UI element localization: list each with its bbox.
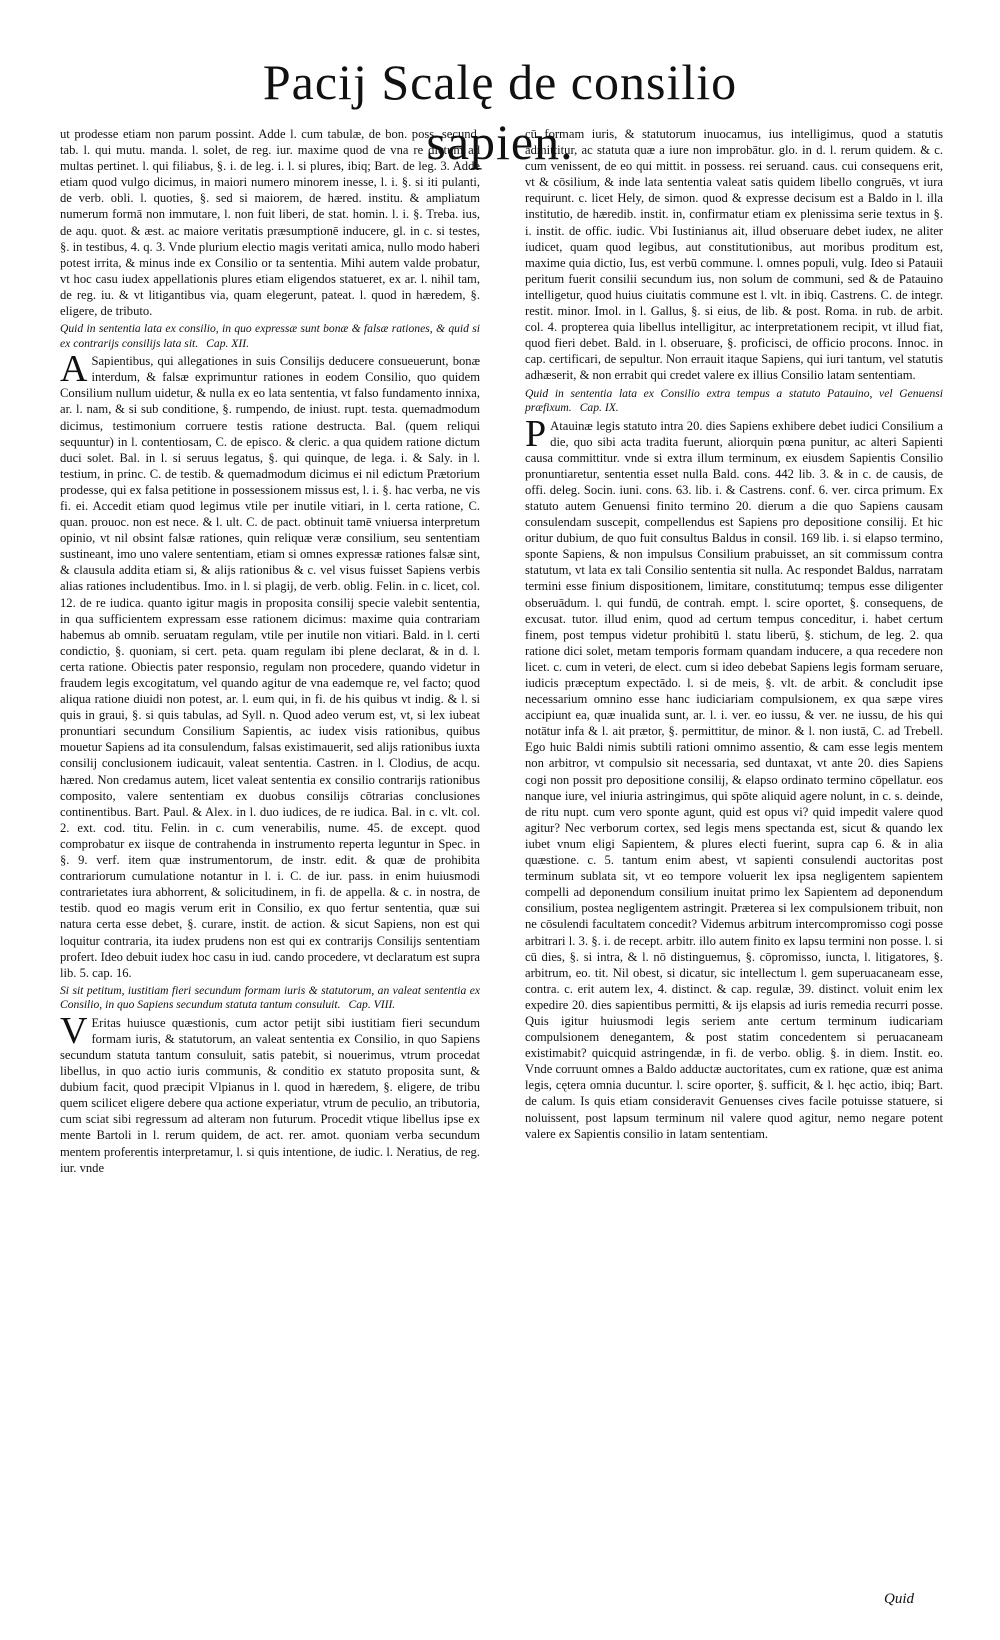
catchword: Quid	[884, 1591, 914, 1607]
drop-cap: V	[60, 1009, 88, 1052]
chapter-heading	[60, 322, 480, 351]
paragraph	[60, 348, 480, 981]
paragraph: cū formam iuris, & statutorum inuocamus, ius intelligimus, quod a statutis admittitur, ac statuta quæ a iure non improbātur. glo. in d. l. rerum quidem. & c. cum venissent, de eo qui mittit. in possess. rei seruand. caus. cui consequens erit, vt & cōsilium, & inde lata sententia valeat satis quidem libello congruēs, vt iura requirunt. c. licet Hely, de simon. quod & expresse decisum est a Baldo in l. illa institutio, de hæredib. instit. in, confirmatur etiam ex plenissima serie textus in §. i. instit. de offic. iudic. Vbi Iustinianus ait, illud obseruare debet iudex, ne aliter iudicet, quam quod legibus, aut constitutionibus, aut moribus proditum est, maxime quia dictio, Ius, est verbū commune. l. omnes populi, vulg. Ideo si Patauii peritum fuerit consilii secundum ius, non solum de communi, sed & de Patauino intelligetur, quod huius ciuitatis commune est l. vlt. in ibiq. Castrens. C. de integr. restit. minor. Imol. in l. Gallus, §. si eius, de lib. & post. Roma. in rub. de arbit. col. 4. propterea quia libellus intelligitur, ac interpretationem recipit, vt illud fiat, quod fieri debet. Bald. in l. obseruare, §. proficisci, de officio procons. Innoc. in cap. certificari, de sepultur. Non errauit itaque Sapiens, qui iuri tantum, vel statutis adhæserit, & non errabit qui credet valere ex illius Consilio latam sententiam.	[525, 127, 943, 383]
chapter-heading-text: Quid in sententia lata ex Consilio extra tempus a statuto Patauino, vel Genuensi præfixum.	[525, 386, 943, 414]
right-column	[525, 126, 943, 1142]
paragraph-text: Sapientibus, qui allegationes in suis Consilijs deducere consueuerunt, bonæ interdum, & falsæ exprimuntur rationes in eodem Consilio, quo quidem Consilium nullum uidetur, & nulla ex eo lata sententia, vt falso fundamento innixa, ar. l. nam, & si sub conditione, §. rumpendo, de iniust. rupt. testa. quemadmodum dicimus, testimonium corruere testis ratione destructa. Bal. (quem reliqui sequuntur) in l. contentiosam, C. de episco. & cleric. a qua quidem ratione dictum duci solet. Bal. in l. si seruus legatus, §. qui quinque, de lega. i. & Saly. in l. testium, in princ. C. de testib. & quemadmodum dicimus ei nil edictum Prætorium prodesse, qui ex falsa petitione in possessionem missus est, l. i. §. hac verba, ne vis fi. ei. Accedit etiam quod legimus vtile per inutile vitiari, in l. certa ratione, C. quan. prouoc. non est nece. & l. ult. C. de pact. obtinuit tamē vniuersa interpretum opinio, vt nil obsint falsæ rationes, quin reliquæ veræ consilium, seu sententiam sustineant, imo uno valere sententiam, etiam si omnes expressæ rationes falsæ sint, & clausula addita etiam si, & alijs rationibus & c. vel visus fuisset Sapiens verbis alias rationes includentibus. Imo. in l. si plagij, de verb. oblig. Felin. in c. licet, col. 12. de re iudica. quanto igitur magis in proposita consilij specie valebit sententia, in qua sufficientem expressam esse rationem dicimus: maxime quia contrariam habemus ab omnib. seruatam regulam, vtile per inutile non vitiari. Bald. in l. certi condictio, §. quoniam, si cert. peta. quam regulam ibi plene declarat, & in d. l. certa ratione. Obiectis pater responsio, regulam non procedere, quando videtur in fraudem legis excogitatum, vel quando agitur de vna eademque re, vel facto; quod aliqua ratione diuidi non potest, ar. l. eum qui, in fi. de his quibus vt indig. & l. si quis in graui, §. si quis tabulas, ad Syll. n. Quod adeo verum est, vt, si lex iubeat pronuntiari secundum Consilium Sapientis, ac iudex visis rationibus, quibus mouetur Sapiens ad ita consulendum, falsas existimauerit, sed alijs rationibus iuxta consilij conclusionem iudicauit, valeat sententia. Castren. in l. Clodius, de acqu. hæred. Non credamus autem, licet valeat sententia ex consilio contrarijs rationibus composito, valere sententiam ex duobus consilijs cōtrarias conclusiones continentibus. Bart. Paul. & Alex. in l. duo iudices, de re iudica. Bal. in c. vlt. col. 2. ext. cod. titu. Felin. in c. cum venerabilis, nume. 45. de except. quod comprobatur ex iisque de contrahenda in instrumento reperta leguntur in Spec. in §. 9. verf. item quæ instrumentorum, de instr. edit. & quæ de prohibita contrariorum cumulatione notantur in l. i. C. de iur. pass. in enim huiusmodi contrarietates iura abhorrent, & solicitudinem, in fi. de appella. & c. in nostra, de testib. quod eo magis verum erit in Consilio, ex quo fertur sententia, quæ sui natura certa esse debet, §. curare, instit. de action. & sicut Sapiens, non est qui loquitur contraria, ita iudex prudens non est qui ex contrarijs Consilijs sententiam profert. Ideo debuit iudex hoc casu in iud. cando procedere, vt declaratum est supra lib. 5. cap. 16.	[60, 354, 480, 980]
chapter-heading	[60, 984, 480, 1013]
paragraph-text: Atauinæ legis statuto intra 20. dies Sapiens exhibere debet iudici Consilium a die, quo sibi acta tradita fuerunt, aliorquin pœna punitur, ac alteri Sapienti causa committitur. vnde si extra illum terminum, ex eiusdem Sapientis Consilio pronuntiaretur, sententia esset nulla Bald. cons. 442 lib. 3. & in c. de causis, de offi. deleg. Socin. iuni. cons. 63. lib. i. & Castrens. conf. 6. ver. circa primum. Ex statuto autem Genuensi finito termino 20. dierum a die quo Sapiens causam consulendam suscepit, compellendus est Sapiens pro depositione consilij. Et hic oritur dubium, de quo fuit consultus Baldus in consil. 169 lib. i. si elapso termino, sponte Sapiens, & non impulsus Consilium prabuisset, an sit commissum contra statutum, vt lata ex tali Consilio sententia sit nulla. Ac respondet Baldus, narratam termini esse finium dispositionem, limitare, constitutumq; tempus esse diligenter obseruādum. l. qui fundū, de contrah. empt. l. scire oportet, §. consequens, de excusat. tutor. illud enim, quod ad certum tempus conceditur, i. habet certum finem, post tempus videtur prohibitū l. statu liberū, §. stichum, de leg. 2. qua ratione dici solet, metam temporis formam quandam inducere, a qua recedere non licet. c. cum in veteri, de elect. cum si ideo debebat Sapiens legis formam seruare, iudicis præceptum expectādo. l. si de meis, §. vlt. de arbit. & concludit ipse necessarium omnino esse hanc iudiciariam compulsionem, ex qua sæpe vires accipiunt ea, quæ inualida sunt, ar. l. i. ver. eo iussu, & ver. ne iussu, de his qui notātur infa & l. ait prætor, §. permittitur, de minor. & l. non iustā, C. ad Trebell. Ego huic Baldi nimis subtili rationi omnimo assentio, & cam esse legis mentem non arbitror, vt compulsio sit necessaria, sed duntaxat, vt ante 20. dies Sapiens cogi non possit pro depositione consilij, & elapso ordinato termino cōpellatur. eos nanque iure, vel iniuria astringimus, qui spōte aliquid agere nolunt, in c. s. deinde, de ritu nupt. cum vero sponte agunt, quid est opus vi? quid impedit valere quod agitur? Nec verborum cortex, sed legis mens spectanda est, sicut & quando lex iubet vnum eligi Sapientem, & plures electi fuerint, supra cap 6. & in alia quæstione. c. 5. tantum enim abest, vt sapienti consulendi auctoritas post terminum sublata sit, vt eo tempore voluerit lex ipsa negligentem sapientem compelli ad deponendum consilium inuitat primo lex Sapientem ad deponendum consilium, postea negligentem astringit. Præterea si lex compulsionem tribuit, non ne cōsulendi facultatem concedit? Videmus arbitrum intercompromisso cogi posse arbitrari l. 3. §. i. de recept. arbitr. illo autem finito ex lapsu termini non posse. l. si cū dies, §. si intra, & l. nō distinguemus, §. cōpromisso, iuncta, l. litigatores, §. arbitrum, eo. tit. Nil obest, si dicatur, sic intellectum l. gem superuacaneam esse, contra. c. erit autem lex, 4. distinct. & cap. regulæ, 39. distinct. voluit enim lex expedire 20. dies sapientibus permitti, & ijs elapsis ad iuris remedia recurri posse. Quis igitur huiusmodi legis seriem ante certum terminum iudicariam compulsionem denegantem, & post statim concedentem si peruacaneam existimabit? quicquid astringendæ, in fi. de verbo. oblig. §. in diem. Instit. eo. Vnde corruunt omnes a Baldo adductæ auctoritates, cum ex ratione, quæ est anima legis, cętera omnia ducuntur. l. scire oporter, §. sufficit, & l. hęc actio, ibiq; Bart. de calum. Is quis etiam consideravit Genuenses cives facile potuisse statuere, si noluissent, post lapsum terminum nil valere quod agitur, nemo negare potent valere ex Sapientis consilio in latam sententiam.	[525, 418, 943, 1141]
chapter-number: Cap. IX.	[579, 401, 619, 414]
chapter-number: Cap. VIII.	[348, 998, 396, 1012]
drop-cap: P	[525, 412, 547, 455]
chapter-heading-text: Si sit petitum, iustitiam fieri secundum formam iuris & statutorum, an valeat sententia ex Consilio, in quo Sapiens secundum statuta tantum consuluit.	[60, 983, 480, 1012]
chapter-number: Cap. XII.	[206, 336, 249, 350]
left-column	[60, 126, 480, 1176]
paragraph	[525, 412, 943, 1142]
chapter-heading-text: Quid in sententia lata ex consilio, in quo expressæ sunt bonæ & falsæ rationes, & quid si ex contrarijs consilijs lata sit.	[60, 322, 480, 350]
paragraph	[60, 1009, 480, 1176]
paragraph-text: Eritas huiusce quæstionis, cum actor petijt sibi iustitiam fieri secundum formam iuris, & statutorum, an valeat sententia ex Consilio, in quo Sapiens secundum statuta tantum consuluit, satis patebit, si nouerimus, vtrum procedat libellus, in quo actio iuris communis, & conditio ex statuto proposita sunt, & dubium facit, quod præcipit Vlpianus in l. quod in hæredem, §. eligere, de tribu quem scilicet eligere debere qua actione experiatur, vtrum de peculio, an tributoria, cum sciat sibi regressum ad alteram non futurum. Procedit vtique libellus ipse ex mente Bartoli in l. rerum quidem, de act. rer. amot. quoniam verba secundum mentem proferentis interpretamur, l. si quis intentione, de iudic. l. Neratius, de reg. iur. vnde	[60, 1015, 480, 1175]
drop-cap: A	[60, 348, 88, 391]
chapter-heading	[525, 387, 943, 416]
page-title: Pacij Scalę de consilio sapien.	[262, 54, 738, 170]
paragraph: ut prodesse etiam non parum possint. Adde l. cum tabulæ, de bon. poss. secund. tab. l. qui mutu. manda. l. solet, de reg. iur. maxime quod de vna re dictum ad multas pertinet. l. qui filiabus, §. i. de leg. i. l. si plures, ibiq; Bart. de leg. 3. Adde etiam quod vulgo dicimus, in maiori numero minorem inesse, l. i. §. si iti pulanti, de verb. obli. l. quoties, §. sed si maiorem, de hæred. institu. & ampliatum numerum formā non immutare, l. non fuit liberi, de stat. homin. l. i. §. Treba. ius, de aqu. quot. & æst. ac maiore veritatis præsumptionē inducere, gl. in c. si testes, §. in testibus, 4. q. 3. Vnde plurium electio magis veritati amica, nullo modo haberi potest irrita, & minus inde ex Consilio or ta sententia. Mihi autem valde probatur, vt hoc casu iudex appellationis plures etiam eligendos statueret, ex ar. l. nihil tam, de reg. iu. & vt litigantibus via, quam elegerunt, pateat. l. quod in hæredem, §. eligere, de tributo.	[60, 127, 480, 319]
